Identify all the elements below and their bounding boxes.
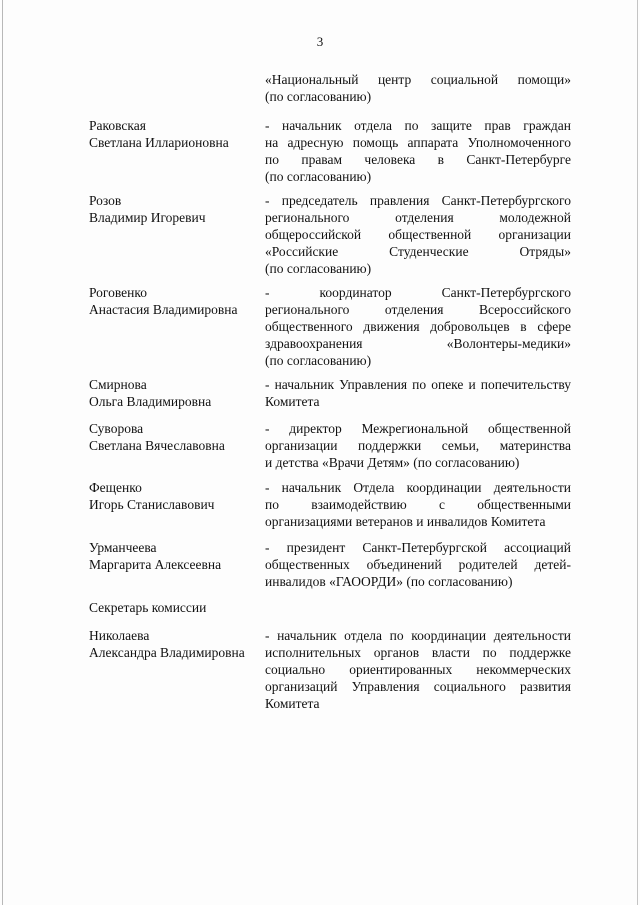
secretary-label: Секретарь комиссии [89, 600, 207, 615]
description-line: - координатор Санкт-Петербургского [265, 285, 571, 300]
description-line: - начальник отдела по координации деятельности [265, 628, 571, 643]
description-line: организаций Управления социального развития [265, 679, 571, 694]
description-line: общественного движения добровольцев в сфере [265, 319, 571, 334]
description-line: (по согласованию) [265, 261, 372, 276]
description-line: - начальник Управления по опеке и попечительству [265, 377, 571, 392]
page-edge-right [637, 0, 638, 905]
member-name [89, 192, 259, 226]
page-edge-left [2, 0, 3, 905]
secretary-name [89, 627, 259, 661]
member-description [265, 192, 571, 277]
member-given-name: Игорь Станиславович [89, 497, 215, 512]
description-line: по правам человека в Санкт-Петербурге [265, 152, 571, 167]
description-line: - начальник отдела по защите прав граждан [265, 118, 571, 133]
secretary-description [265, 627, 571, 712]
description-line: организациями ветеранов и инвалидов Комитета [265, 514, 546, 529]
member-surname: Урманчеева [89, 540, 157, 555]
member-name [89, 479, 259, 513]
member-surname: Суворова [89, 421, 144, 436]
description-line: и детства «Врачи Детям» (по согласованию) [265, 455, 520, 470]
description-line: (по согласованию) [265, 353, 372, 368]
secretary-surname: Николаева [89, 628, 150, 643]
member-surname: Роговенко [89, 285, 148, 300]
member-given-name: Ольга Владимировна [89, 394, 212, 409]
member-name [89, 376, 259, 410]
member-given-name: Владимир Игоревич [89, 210, 206, 225]
description-line: инвалидов «ГАООРДИ» (по согласованию) [265, 574, 513, 589]
member-name [89, 284, 259, 318]
description-line: общероссийской общественной организации [265, 227, 571, 242]
description-line: по взаимодействию с общественными [265, 497, 571, 512]
intro-line: (по согласованию) [265, 89, 372, 104]
member-description [265, 539, 571, 590]
member-description [265, 420, 571, 471]
member-surname: Раковская [89, 118, 146, 133]
member-name [89, 420, 259, 454]
description-line: (по согласованию) [265, 169, 372, 184]
member-name [89, 539, 259, 573]
description-line: здравоохранения «Волонтеры-медики» [265, 336, 571, 351]
description-line: Комитета [265, 394, 320, 409]
member-given-name: Анастасия Владимировна [89, 302, 238, 317]
description-line: «Российские Студенческие Отряды» [265, 244, 571, 259]
description-line: организации поддержки семьи, материнства [265, 438, 571, 453]
page-number: 3 [316, 34, 324, 49]
description-line: исполнительных органов власти по поддержке [265, 645, 571, 660]
member-given-name: Светлана Илларионовна [89, 135, 229, 150]
member-description [265, 117, 571, 185]
description-line: - директор Межрегиональной общественной [265, 421, 571, 436]
member-given-name: Маргарита Алексеевна [89, 557, 222, 572]
description-line: общественных объединений родителей детей- [265, 557, 571, 572]
secretary-given-name: Александра Владимировна [89, 645, 245, 660]
description-line: - начальник Отдела координации деятельности [265, 480, 571, 495]
description-line: регионального отделения Всероссийского [265, 302, 571, 317]
description-line: - председатель правления Санкт-Петербургского [265, 193, 571, 208]
member-surname: Фещенко [89, 480, 142, 495]
description-line: на адресную помощь аппарата Уполномоченного [265, 135, 571, 150]
description-line: социально ориентированных некоммерческих [265, 662, 571, 677]
description-line: регионального отделения молодежной [265, 210, 571, 225]
member-name [89, 117, 259, 151]
member-surname: Розов [89, 193, 122, 208]
member-description [265, 284, 571, 369]
member-surname: Смирнова [89, 377, 147, 392]
member-description [265, 376, 571, 410]
intro-line: «Национальный центр социальной помощи» [265, 72, 571, 87]
member-given-name: Светлана Вячеславовна [89, 438, 225, 453]
member-description [265, 479, 571, 530]
intro-description [265, 71, 571, 105]
description-line: - президент Санкт-Петербургской ассоциаций [265, 540, 571, 555]
description-line: Комитета [265, 696, 320, 711]
